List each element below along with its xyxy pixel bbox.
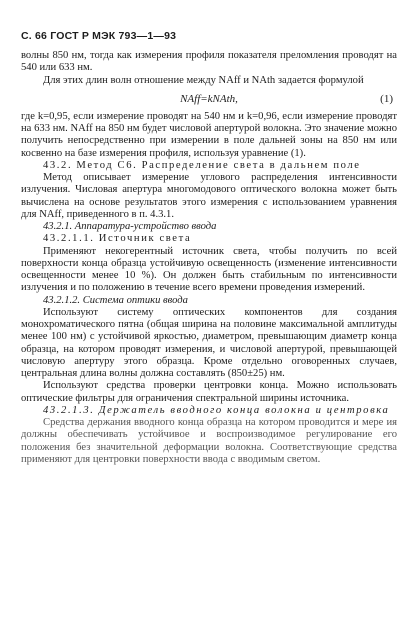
paragraph-light-source: Применяют некогерентный источник света, чтобы получить по всей поверхности конца образца устойчивую освещенность (изменение интенсивности освещенности менее 10 %). Он должен быть стабильным по интенсивности излучения и по положению в течение всего времени проведения измерений. — [21, 245, 397, 294]
paragraph-method-description: Метод описывает измерение углового распределения интенсивности излучения. Числовая апертура многомодового оптического волокна может быть вычислена на основе результатов этого измерения с использованием уравнения для NAff, приведенного в п. 4.3.1. — [21, 172, 397, 220]
paragraph-coefficient: где k=0,95, если измерение проводят на 540 нм и k=0,96, если измерение проводят на 633 нм. NAff на 850 нм будет числовой апертурой волокна. Это значение можно получить непосредственно при измерении в поле дальней зоны на 850 нм или косвенно на базе измерения профиля, используя уравнение (1). — [21, 110, 397, 159]
section-heading-4-3-2-1-1: 43.2.1.1. Источник света — [43, 233, 192, 245]
equation-text: NAff=kNAth, — [180, 92, 238, 105]
section-heading-4-3-2-1-2: 43.2.1.2. Система оптики ввода — [43, 294, 188, 306]
paragraph-continuation: волны 850 нм, тогда как измерения профиля показателя преломления проводят на 540 или 633 нм. — [21, 50, 397, 74]
section-heading-4-3-2: 43.2. Метод С6. Распределение света в дальнем поле — [43, 159, 361, 171]
equation-number: (1) — [380, 92, 393, 105]
document-body — [21, 50, 397, 466]
paragraph-formula-intro: Для этих длин волн отношение между NAff и NAth задается формулой — [43, 74, 364, 86]
section-heading-4-3-2-1-3: 43.2.1.3. Держатель вводного конца волокна и центровка — [43, 404, 390, 416]
section-heading-4-3-2-1: 43.2.1. Аппаратура-устройство ввода — [43, 221, 217, 232]
equation-1 — [21, 87, 397, 111]
paragraph-fiber-holder: Средства держания вводного конца образца на котором проводится и мере ия должны обеспечивать устойчивое и воспроизводимое регулирование его положения без значительной деформации волокна. Соответствующие средства применяют для центровки поверхности ввода с вводимым светом. — [21, 417, 397, 465]
paragraph-input-optics: Используют систему оптических компонентов для создания монохроматического пятна (общая ширина на половине максимальной амплитуды менее 100 нм) с устойчивой яркостью, диаметром, превышающим диаметр конца образца, на котором проводят измерения, и числовой апертурой, превышающей числовую апертуру этого образца. Кроме отдельно оговоренных случаев, центральная длина волны должна составлять (850±25) нм. — [21, 306, 397, 379]
paragraph-centering-check: Используют средства проверки центровки конца. Можно использовать оптические фильтры для ограничения спектральной ширины источника. — [21, 380, 397, 404]
page-header: С. 66 ГОСТ Р МЭК 793—1—93 — [21, 30, 177, 42]
